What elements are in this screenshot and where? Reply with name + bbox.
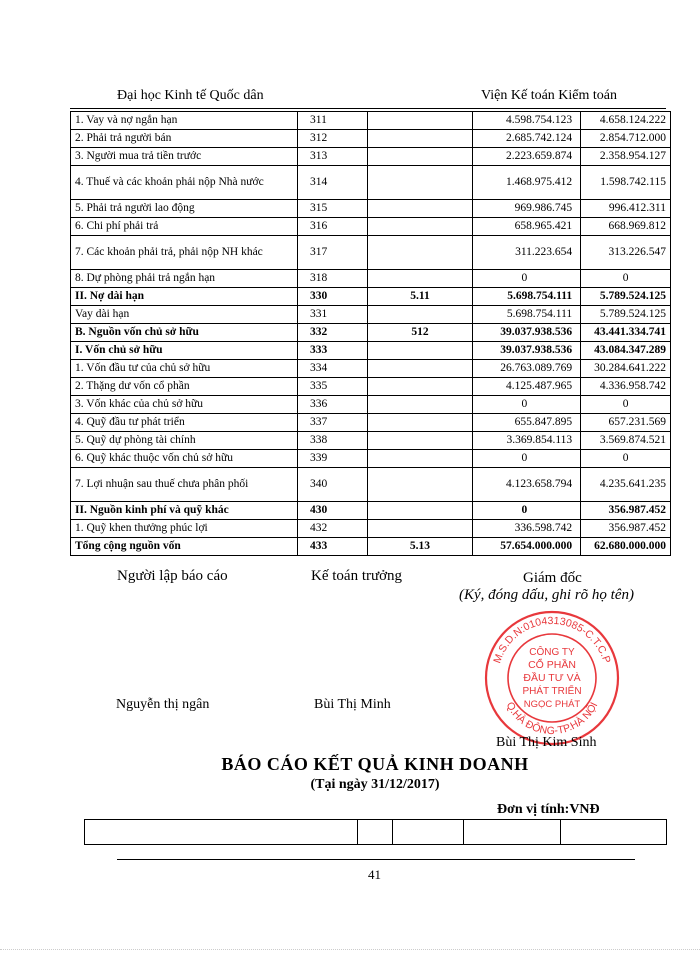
row-item-name: 6. Quỹ khác thuộc vốn chủ sở hữu bbox=[71, 450, 298, 468]
stamp-line-3: ĐẦU TƯ VÀ bbox=[523, 672, 581, 684]
director-name: Bùi Thị Kim Sinh bbox=[496, 735, 597, 750]
row-code: 314 bbox=[298, 166, 368, 200]
column-divider bbox=[463, 820, 464, 844]
director-note: (Ký, đóng dấu, ghi rõ họ tên) bbox=[459, 587, 634, 603]
row-ending-balance: 4.598.754.123 bbox=[472, 112, 580, 130]
row-item-name: 4. Quỹ đầu tư phát triển bbox=[71, 414, 298, 432]
stamp-line-4: PHÁT TRIỂN bbox=[522, 686, 582, 697]
row-beginning-balance: 4.235.641.235 bbox=[581, 468, 671, 502]
table-row bbox=[71, 306, 671, 324]
row-beginning-balance: 356.987.452 bbox=[581, 520, 671, 538]
row-note bbox=[368, 112, 472, 130]
row-note bbox=[368, 270, 472, 288]
row-note bbox=[368, 166, 472, 200]
row-beginning-balance: 5.789.524.125 bbox=[581, 288, 671, 306]
row-beginning-balance: 43.441.334.741 bbox=[581, 324, 671, 342]
row-ending-balance: 57.654.000.000 bbox=[472, 538, 580, 556]
stamp-line-2: CỔ PHẦN bbox=[528, 659, 576, 671]
table-row bbox=[71, 432, 671, 450]
row-beginning-balance: 996.412.311 bbox=[581, 200, 671, 218]
row-code: 318 bbox=[298, 270, 368, 288]
row-note bbox=[368, 520, 472, 538]
row-ending-balance: 655.847.895 bbox=[472, 414, 580, 432]
column-divider bbox=[392, 820, 393, 844]
row-code: 338 bbox=[298, 432, 368, 450]
row-code: 316 bbox=[298, 218, 368, 236]
row-beginning-balance: 657.231.569 bbox=[581, 414, 671, 432]
balance-sheet-table bbox=[70, 111, 671, 556]
row-code: 330 bbox=[298, 288, 368, 306]
stamp-line-1: CÔNG TY bbox=[529, 647, 575, 658]
row-beginning-balance: 356.987.452 bbox=[581, 502, 671, 520]
row-ending-balance: 2.685.742.124 bbox=[472, 130, 580, 148]
row-ending-balance: 0 bbox=[472, 502, 580, 520]
row-note bbox=[368, 130, 472, 148]
row-note bbox=[368, 148, 472, 166]
row-note bbox=[368, 396, 472, 414]
table-row bbox=[71, 538, 671, 556]
row-beginning-balance: 1.598.742.115 bbox=[581, 166, 671, 200]
row-code: 332 bbox=[298, 324, 368, 342]
stamp-outer-text: M.S.D.N:0104313085-C.T.C.P bbox=[491, 614, 613, 665]
row-note bbox=[368, 502, 472, 520]
row-note bbox=[368, 450, 472, 468]
stamp-line-5: NGỌC PHÁT bbox=[523, 699, 581, 710]
row-ending-balance: 4.125.487.965 bbox=[472, 378, 580, 396]
row-item-name: 2. Phải trả người bán bbox=[71, 130, 298, 148]
row-beginning-balance: 0 bbox=[581, 396, 671, 414]
table-row bbox=[71, 270, 671, 288]
row-ending-balance: 0 bbox=[472, 270, 580, 288]
row-ending-balance: 1.468.975.412 bbox=[472, 166, 580, 200]
row-code: 336 bbox=[298, 396, 368, 414]
column-divider bbox=[560, 820, 561, 844]
row-code: 430 bbox=[298, 502, 368, 520]
accountant-title: Kế toán trưởng bbox=[311, 568, 403, 584]
director-title: Giám đốc bbox=[523, 570, 582, 586]
row-beginning-balance: 0 bbox=[581, 270, 671, 288]
row-code: 432 bbox=[298, 520, 368, 538]
row-ending-balance: 5.698.754.111 bbox=[472, 306, 580, 324]
row-note bbox=[368, 414, 472, 432]
table-row bbox=[71, 130, 671, 148]
row-ending-balance: 26.763.089.769 bbox=[472, 360, 580, 378]
row-ending-balance: 658.965.421 bbox=[472, 218, 580, 236]
row-beginning-balance: 4.658.124.222 bbox=[581, 112, 671, 130]
row-beginning-balance: 2.854.712.000 bbox=[581, 130, 671, 148]
table-row bbox=[71, 396, 671, 414]
table-row bbox=[71, 112, 671, 130]
page-number: 41 bbox=[368, 867, 381, 882]
header-institution: Đại học Kinh tế Quốc dân bbox=[117, 88, 264, 103]
row-item-name: II. Nợ dài hạn bbox=[71, 288, 298, 306]
table-row bbox=[71, 414, 671, 432]
preparer-title: Người lập báo cáo bbox=[117, 568, 228, 584]
row-item-name: 1. Vốn đầu tư của chủ sở hữu bbox=[71, 360, 298, 378]
row-beginning-balance: 668.969.812 bbox=[581, 218, 671, 236]
row-note: 5.11 bbox=[368, 288, 472, 306]
row-beginning-balance: 62.680.000.000 bbox=[581, 538, 671, 556]
table-row bbox=[71, 236, 671, 270]
row-note bbox=[368, 236, 472, 270]
page-edge bbox=[0, 949, 700, 950]
row-note: 5.13 bbox=[368, 538, 472, 556]
row-item-name: 8. Dự phòng phải trả ngắn hạn bbox=[71, 270, 298, 288]
row-code: 317 bbox=[298, 236, 368, 270]
row-item-name: Vay dài hạn bbox=[71, 306, 298, 324]
row-item-name: 3. Người mua trả tiền trước bbox=[71, 148, 298, 166]
header-department: Viện Kế toán Kiểm toán bbox=[481, 88, 618, 103]
row-beginning-balance: 0 bbox=[581, 450, 671, 468]
row-item-name: 3. Vốn khác của chủ sở hữu bbox=[71, 396, 298, 414]
table-row bbox=[71, 200, 671, 218]
row-ending-balance: 2.223.659.874 bbox=[472, 148, 580, 166]
row-ending-balance: 336.598.742 bbox=[472, 520, 580, 538]
row-item-name: 6. Chi phí phải trả bbox=[71, 218, 298, 236]
table-row bbox=[71, 324, 671, 342]
row-item-name: B. Nguồn vốn chủ sở hữu bbox=[71, 324, 298, 342]
row-code: 311 bbox=[298, 112, 368, 130]
row-code: 340 bbox=[298, 468, 368, 502]
row-item-name: Tổng cộng nguồn vốn bbox=[71, 538, 298, 556]
row-ending-balance: 969.986.745 bbox=[472, 200, 580, 218]
row-ending-balance: 39.037.938.536 bbox=[472, 324, 580, 342]
row-item-name: II. Nguồn kinh phí và quỹ khác bbox=[71, 502, 298, 520]
table-row bbox=[71, 502, 671, 520]
row-note bbox=[368, 218, 472, 236]
row-item-name: 5. Phải trả người lao động bbox=[71, 200, 298, 218]
report-subtitle: (Tại ngày 31/12/2017) bbox=[310, 777, 440, 792]
row-code: 312 bbox=[298, 130, 368, 148]
row-note bbox=[368, 200, 472, 218]
unit-label: Đơn vị tính:VNĐ bbox=[497, 802, 600, 817]
row-beginning-balance: 4.336.958.742 bbox=[581, 378, 671, 396]
row-item-name: I. Vốn chủ sở hữu bbox=[71, 342, 298, 360]
row-code: 335 bbox=[298, 378, 368, 396]
row-ending-balance: 4.123.658.794 bbox=[472, 468, 580, 502]
table-row bbox=[71, 342, 671, 360]
row-item-name: 4. Thuế và các khoản phải nộp Nhà nước bbox=[71, 166, 298, 200]
row-ending-balance: 3.369.854.113 bbox=[472, 432, 580, 450]
table-row bbox=[71, 218, 671, 236]
stamp-bottom-text: Q.HÀ ĐÔNG-TP.HÀ NỘI bbox=[503, 700, 601, 738]
income-statement-header-row bbox=[84, 819, 667, 845]
row-beginning-balance: 2.358.954.127 bbox=[581, 148, 671, 166]
row-item-name: 1. Quỹ khen thưởng phúc lợi bbox=[71, 520, 298, 538]
row-code: 337 bbox=[298, 414, 368, 432]
row-code: 339 bbox=[298, 450, 368, 468]
row-code: 331 bbox=[298, 306, 368, 324]
row-item-name: 5. Quỹ dự phòng tài chính bbox=[71, 432, 298, 450]
table-row bbox=[71, 468, 671, 502]
table-row bbox=[71, 166, 671, 200]
table-row bbox=[71, 450, 671, 468]
row-item-name: 1. Vay và nợ ngắn hạn bbox=[71, 112, 298, 130]
row-code: 334 bbox=[298, 360, 368, 378]
row-code: 313 bbox=[298, 148, 368, 166]
header-divider bbox=[70, 108, 666, 109]
row-beginning-balance: 43.084.347.289 bbox=[581, 342, 671, 360]
table-row bbox=[71, 520, 671, 538]
row-beginning-balance: 313.226.547 bbox=[581, 236, 671, 270]
company-stamp bbox=[484, 610, 620, 746]
row-ending-balance: 39.037.938.536 bbox=[472, 342, 580, 360]
row-note bbox=[368, 306, 472, 324]
row-beginning-balance: 5.789.524.125 bbox=[581, 306, 671, 324]
row-code: 315 bbox=[298, 200, 368, 218]
column-divider bbox=[357, 820, 358, 844]
row-note bbox=[368, 360, 472, 378]
row-ending-balance: 0 bbox=[472, 396, 580, 414]
row-note bbox=[368, 342, 472, 360]
row-ending-balance: 0 bbox=[472, 450, 580, 468]
row-beginning-balance: 3.569.874.521 bbox=[581, 432, 671, 450]
table-row bbox=[71, 378, 671, 396]
footer-divider bbox=[117, 859, 635, 860]
row-note: 512 bbox=[368, 324, 472, 342]
table-row bbox=[71, 148, 671, 166]
table-row bbox=[71, 288, 671, 306]
accountant-name: Bùi Thị Minh bbox=[314, 697, 391, 712]
report-title: BÁO CÁO KẾT QUẢ KINH DOANH bbox=[221, 754, 529, 774]
row-ending-balance: 311.223.654 bbox=[472, 236, 580, 270]
row-code: 433 bbox=[298, 538, 368, 556]
row-item-name: 7. Các khoản phải trả, phải nộp NH khác bbox=[71, 236, 298, 270]
row-beginning-balance: 30.284.641.222 bbox=[581, 360, 671, 378]
row-note bbox=[368, 378, 472, 396]
row-item-name: 7. Lợi nhuận sau thuế chưa phân phối bbox=[71, 468, 298, 502]
row-note bbox=[368, 432, 472, 450]
row-code: 333 bbox=[298, 342, 368, 360]
row-item-name: 2. Thặng dư vốn cổ phần bbox=[71, 378, 298, 396]
preparer-name: Nguyễn thị ngân bbox=[116, 697, 210, 712]
row-ending-balance: 5.698.754.111 bbox=[472, 288, 580, 306]
table-row bbox=[71, 360, 671, 378]
row-note bbox=[368, 468, 472, 502]
